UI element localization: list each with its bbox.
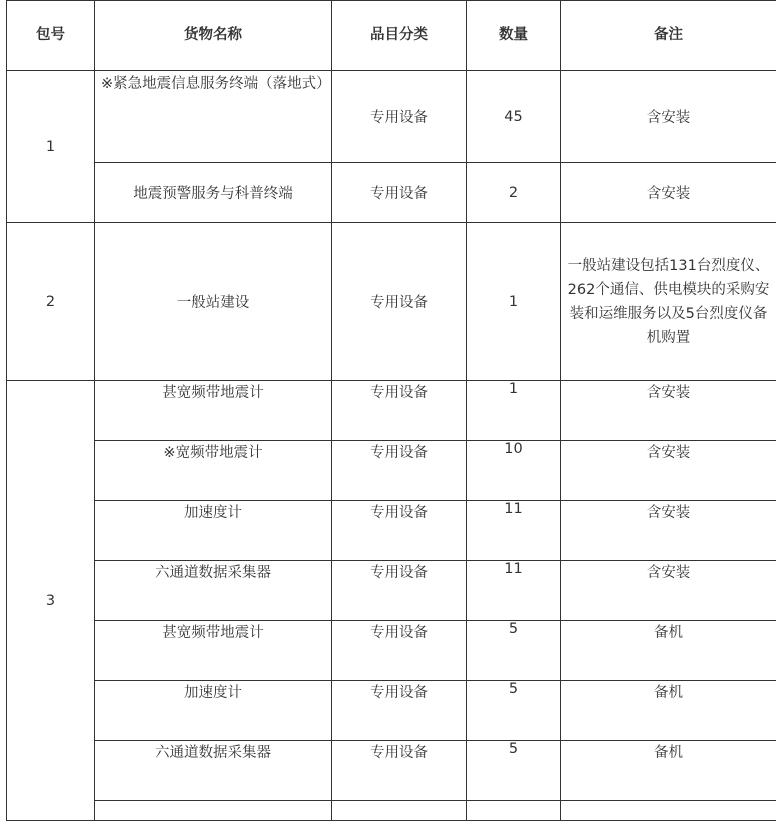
- remark-cell: 含安装: [561, 501, 776, 561]
- remark-cell: 含安装: [561, 71, 776, 163]
- quantity-cell: 11: [467, 501, 561, 561]
- remark-cell: 含安装: [561, 381, 776, 441]
- goods-name-cell: ※宽频带地震计: [95, 441, 332, 501]
- category-cell: 专用设备: [332, 501, 467, 561]
- table-row: [7, 223, 776, 381]
- quantity-cell: 10: [467, 441, 561, 501]
- quantity-cell: 1: [467, 223, 561, 381]
- remark-cell: 备机: [561, 741, 776, 801]
- table-row: [7, 681, 776, 741]
- category-cell: 专用设备: [332, 381, 467, 441]
- quantity-cell: 45: [467, 71, 561, 163]
- goods-name-cell: 加速度计: [95, 501, 332, 561]
- category-cell: [332, 801, 467, 821]
- goods-name-cell: 六通道数据采集器: [95, 561, 332, 621]
- remark-cell: 含安装: [561, 561, 776, 621]
- category-cell: 专用设备: [332, 71, 467, 163]
- goods-name-cell: 甚宽频带地震计: [95, 381, 332, 441]
- quantity-cell: 2: [467, 163, 561, 223]
- goods-name-cell: ※紧急地震信息服务终端（落地式）: [95, 71, 332, 163]
- remark-cell: 含安装: [561, 163, 776, 223]
- category-cell: 专用设备: [332, 561, 467, 621]
- quantity-cell: 5: [467, 681, 561, 741]
- quantity-cell: 11: [467, 561, 561, 621]
- quantity-cell: [467, 801, 561, 821]
- remark-cell: 备机: [561, 621, 776, 681]
- goods-name-cell: [95, 801, 332, 821]
- goods-name-cell: 一般站建设: [95, 223, 332, 381]
- quantity-cell: 5: [467, 741, 561, 801]
- table-row: [7, 621, 776, 681]
- category-cell: 专用设备: [332, 741, 467, 801]
- table-row: [7, 741, 776, 801]
- header-goods-name: 货物名称: [95, 1, 332, 71]
- quantity-cell: 1: [467, 381, 561, 441]
- package-number: 3: [7, 381, 95, 821]
- category-cell: 专用设备: [332, 223, 467, 381]
- table-row: [7, 441, 776, 501]
- table-row-partial: [7, 801, 776, 821]
- table-row: [7, 163, 776, 223]
- header-category: 品目分类: [332, 1, 467, 71]
- remark-cell: 备机: [561, 681, 776, 741]
- goods-name-cell: 地震预警服务与科普终端: [95, 163, 332, 223]
- quantity-cell: 5: [467, 621, 561, 681]
- package-number: 1: [7, 71, 95, 223]
- category-cell: 专用设备: [332, 163, 467, 223]
- header-package-no: 包号: [7, 1, 95, 71]
- table-row: [7, 561, 776, 621]
- table-row: [7, 501, 776, 561]
- goods-name-cell: 六通道数据采集器: [95, 741, 332, 801]
- header-quantity: 数量: [467, 1, 561, 71]
- package-number: 2: [7, 223, 95, 381]
- table-row: [7, 381, 776, 441]
- remark-cell: 含安装: [561, 441, 776, 501]
- table-row: [7, 71, 776, 163]
- header-remark: 备注: [561, 1, 776, 71]
- category-cell: 专用设备: [332, 621, 467, 681]
- goods-name-cell: 加速度计: [95, 681, 332, 741]
- goods-name-cell: 甚宽频带地震计: [95, 621, 332, 681]
- procurement-table: [6, 0, 776, 821]
- header-row: [7, 1, 776, 71]
- remark-cell: [561, 801, 776, 821]
- remark-cell: 一般站建设包括131台烈度仪、262个通信、供电模块的采购安装和运维服务以及5台烈度仪备机购置: [561, 223, 776, 381]
- category-cell: 专用设备: [332, 441, 467, 501]
- category-cell: 专用设备: [332, 681, 467, 741]
